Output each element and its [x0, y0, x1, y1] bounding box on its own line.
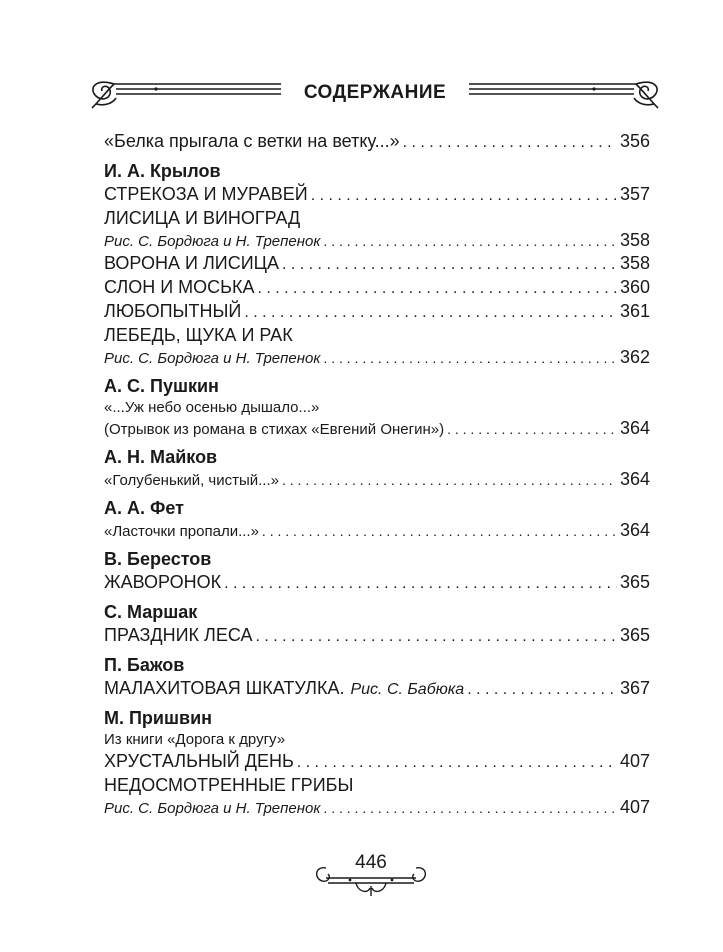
page-footer [312, 852, 430, 902]
toc-entry[interactable] [104, 571, 650, 595]
dot-leader [282, 470, 617, 490]
toc-entry[interactable] [104, 750, 650, 774]
toc-entry[interactable] [104, 677, 650, 701]
entry-page: 365 [619, 625, 650, 645]
dot-leader [297, 751, 617, 774]
dot-leader [323, 231, 617, 251]
toc-entry[interactable] [104, 276, 650, 300]
entry-title[interactable]: «...Уж небо осенью дышало...» [104, 399, 320, 416]
toc-entry[interactable] [104, 797, 650, 819]
author-heading: С. Маршак [104, 602, 198, 622]
toc-header [86, 70, 664, 116]
entry-title: СТРЕКОЗА И МУРАВЕЙ [104, 184, 308, 204]
toc-entry[interactable] [104, 347, 650, 369]
dot-leader [262, 521, 617, 541]
illustrator-credit: Рис. С. Бордюга и Н. Трепенок [104, 350, 321, 367]
entry-title: СЛОН И МОСЬКА [104, 277, 255, 297]
author-heading: А. Н. Майков [104, 447, 218, 467]
toc-entry[interactable] [104, 469, 650, 491]
entry-title: МАЛАХИТОВАЯ ШКАТУЛКА. [104, 678, 345, 698]
entry-page: 364 [619, 418, 650, 438]
entry-title: ПРАЗДНИК ЛЕСА [104, 625, 253, 645]
book-source-note: Из книги «Дорога к другу» [104, 731, 286, 748]
author-heading: М. Пришвин [104, 708, 212, 728]
entry-title: ЖАВОРОНОК [104, 572, 222, 592]
entry-title: «Ласточки пропали...» [104, 523, 259, 540]
page-title: СОДЕРЖАНИЕ [290, 82, 460, 103]
entry-title: ВОРОНА И ЛИСИЦА [104, 253, 279, 273]
author-heading: И. А. Крылов [104, 161, 221, 181]
entry-page: 364 [619, 520, 650, 540]
entry-page: 361 [619, 301, 650, 321]
entry-page: 357 [619, 184, 650, 204]
entry-page: 407 [619, 797, 650, 817]
dot-leader [282, 253, 617, 276]
entry-page: 358 [619, 253, 650, 273]
dot-leader [255, 625, 616, 648]
toc-entry[interactable] [104, 252, 650, 276]
dot-leader [447, 419, 617, 439]
dot-leader [323, 798, 617, 818]
toc-entry[interactable] [104, 230, 650, 252]
dot-leader [257, 277, 617, 300]
entry-title: «Голубенький, чистый...» [104, 472, 279, 489]
page-number: 446 [351, 852, 391, 873]
toc-entry[interactable] [104, 130, 650, 154]
entry-page: 362 [619, 347, 650, 367]
entry-page: 358 [619, 230, 650, 250]
dot-leader [403, 131, 617, 154]
dot-leader [224, 572, 617, 595]
illustrator-credit: Рис. С. Бабюка [350, 681, 465, 698]
toc-entry[interactable] [104, 624, 650, 648]
toc-entry[interactable] [104, 520, 650, 542]
author-heading: П. Бажов [104, 655, 185, 675]
entry-title[interactable]: ЛЕБЕДЬ, ЩУКА И РАК [104, 325, 293, 345]
entry-title: «Белка прыгала с ветки на ветку...» [104, 131, 400, 151]
entry-page: 364 [619, 469, 650, 489]
dot-leader [323, 348, 617, 368]
entry-title: ХРУСТАЛЬНЫЙ ДЕНЬ [104, 751, 294, 771]
dot-leader [244, 301, 617, 324]
author-heading: В. Берестов [104, 549, 212, 569]
toc-entry[interactable] [104, 183, 650, 207]
dot-leader [311, 184, 617, 207]
dot-leader [467, 678, 617, 701]
entry-page: 367 [619, 678, 650, 698]
entry-title: ЛЮБОПЫТНЫЙ [104, 301, 242, 321]
toc-entry[interactable] [104, 418, 650, 440]
toc-entry[interactable] [104, 300, 650, 324]
author-heading: А. С. Пушкин [104, 376, 219, 396]
entry-page: 360 [619, 277, 650, 297]
entry-page: 356 [619, 131, 650, 151]
entry-subtitle: (Отрывок из романа в стихах «Евгений Онегин») [104, 421, 445, 438]
entry-page: 407 [619, 751, 650, 771]
entry-title[interactable]: ЛИСИЦА И ВИНОГРАД [104, 208, 301, 228]
entry-page: 365 [619, 572, 650, 592]
table-of-contents [104, 130, 650, 819]
illustrator-credit: Рис. С. Бордюга и Н. Трепенок [104, 233, 321, 250]
illustrator-credit: Рис. С. Бордюга и Н. Трепенок [104, 800, 321, 817]
entry-title[interactable]: НЕДОСМОТРЕННЫЕ ГРИБЫ [104, 775, 354, 795]
author-heading: А. А. Фет [104, 498, 184, 518]
